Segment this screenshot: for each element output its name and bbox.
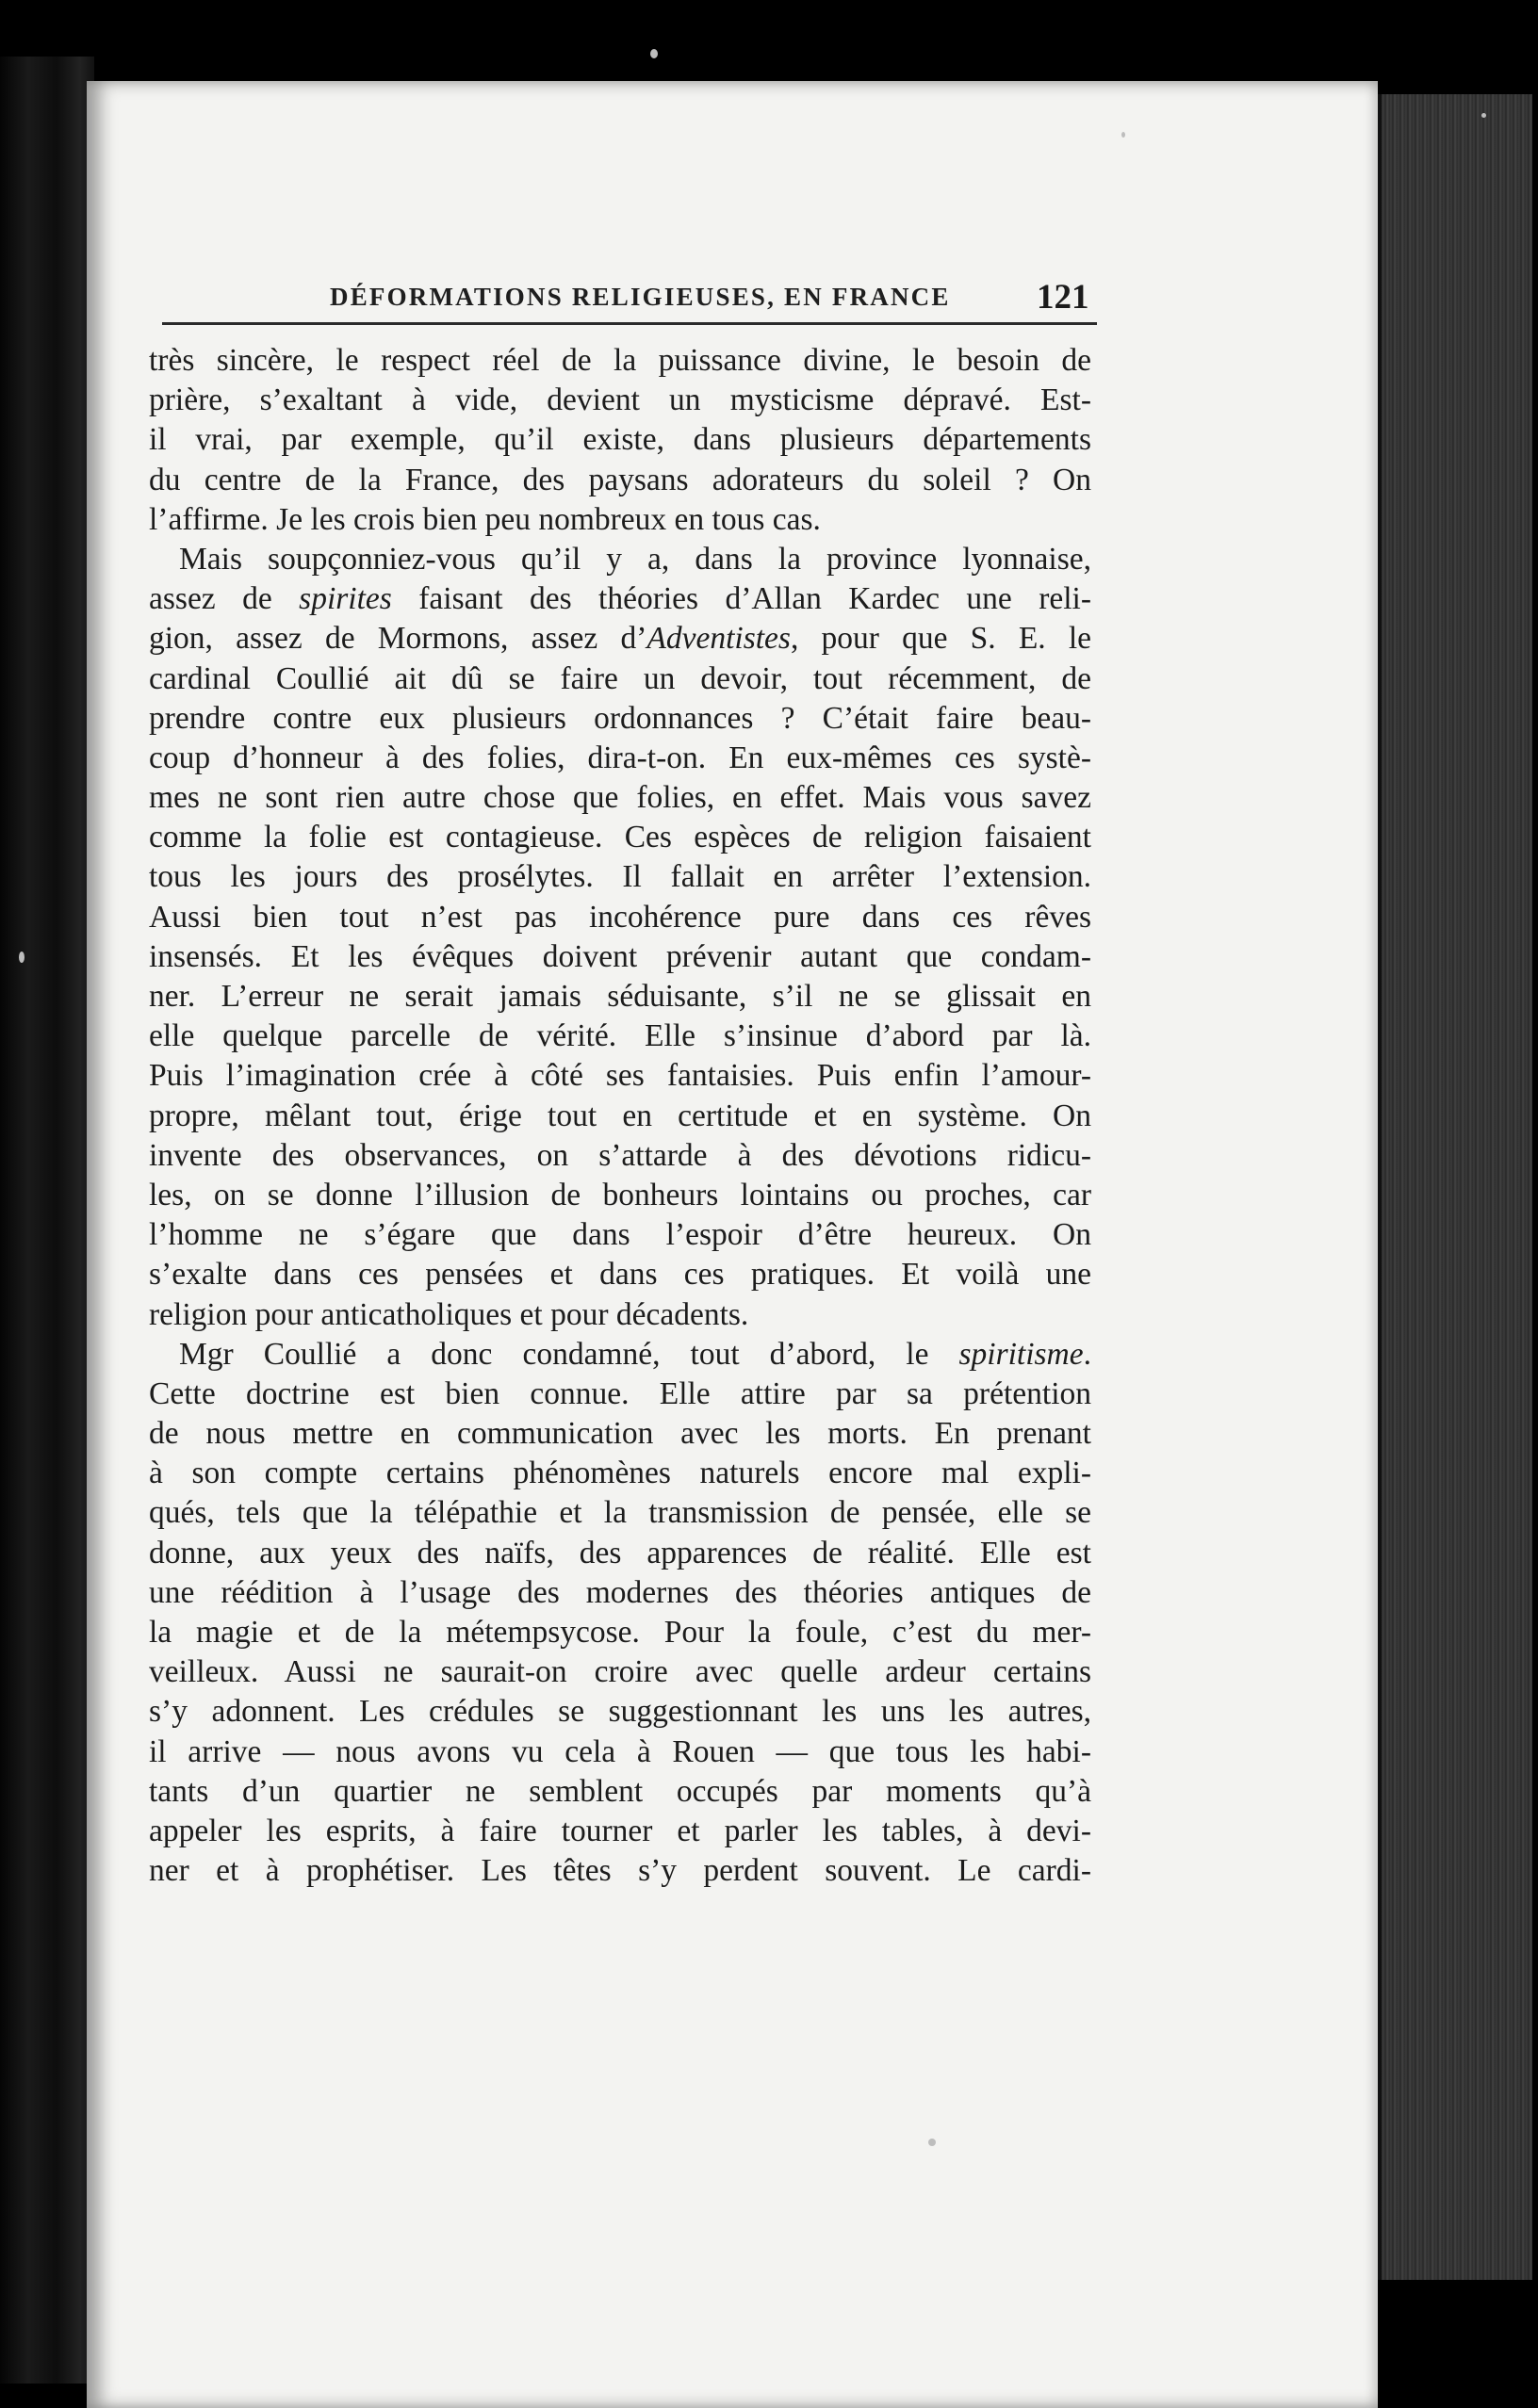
page-edges-shadow <box>1378 2280 1529 2404</box>
text-line: Mais soupçonniez-vous qu’il y a, dans la province lyonnaise, <box>179 541 1091 577</box>
text-line: tants d’un quartier ne semblent occupés par moments qu’à <box>149 1773 1091 1809</box>
text-line: coup d’honneur à des folies, dira-t-on. En eux-mêmes ces systè- <box>149 740 1091 775</box>
text-line: mes ne sont rien autre chose que folies, en effet. Mais vous savez <box>149 780 1091 816</box>
text-line: l’homme ne s’égare que dans l’espoir d’être heureux. On <box>149 1217 1091 1253</box>
text-line: religion pour anticatholiques et pour décadents. <box>149 1296 749 1332</box>
text-line: gion, assez de Mormons, assez d’Adventistes, pour que S. E. le <box>149 621 1092 657</box>
text-line: prendre contre eux plusieurs ordonnances ? C’était faire beau- <box>149 700 1091 736</box>
text-line: veilleux. Aussi ne saurait-on croire avec quelle ardeur certains <box>149 1654 1091 1690</box>
text-line: comme la folie est contagieuse. Ces espèces de religion faisaient <box>149 820 1091 855</box>
text-line: Mgr Coullié a donc condamné, tout d’abord, le spiritisme. <box>179 1336 1091 1372</box>
text-line: donne, aux yeux des naïfs, des apparences de réalité. Elle est <box>149 1535 1091 1570</box>
text-line: s’y adonnent. Les crédules se suggestionnant les uns les autres, <box>149 1694 1091 1730</box>
text-line: du centre de la France, des paysans adorateurs du soleil ? On <box>149 462 1091 497</box>
text-line: assez de spirites faisant des théories d’Allan Kardec une reli- <box>149 581 1091 617</box>
text-line: Aussi bien tout n’est pas incohérence pure dans ces rêves <box>149 899 1091 935</box>
text-line: insensés. Et les évêques doivent prévenir autant que condam- <box>149 938 1091 974</box>
text-line: s’exalte dans ces pensées et dans ces pratiques. Et voilà une <box>149 1257 1091 1293</box>
text-line: l’affirme. Je les crois bien peu nombreux en tous cas. <box>149 501 821 537</box>
body-text <box>149 341 1091 1891</box>
text-line: tous les jours des prosélytes. Il fallait en arrêter l’extension. <box>149 859 1091 895</box>
text-line: une réédition à l’usage des modernes des théories antiques de <box>149 1574 1091 1610</box>
text-line: invente des observances, on s’attarde à des dévotions ridicu- <box>149 1137 1091 1173</box>
running-title: DÉFORMATIONS RELIGIEUSES, EN FRANCE <box>330 283 951 311</box>
text-line: elle quelque parcelle de vérité. Elle s’insinue d’abord par là. <box>149 1018 1091 1054</box>
text-line: il arrive — nous avons vu cela à Rouen — que tous les habi- <box>149 1733 1091 1769</box>
text-line: il vrai, par exemple, qu’il existe, dans plusieurs départements <box>149 422 1091 458</box>
text-line: très sincère, le respect réel de la puissance divine, le besoin de <box>149 343 1091 378</box>
text-line: ner et à prophétiser. Les têtes s’y perdent souvent. Le cardi- <box>149 1853 1091 1889</box>
text-line: ner. L’erreur ne serait jamais séduisante, s’il ne se glissait en <box>149 979 1091 1014</box>
page-number: 121 <box>1037 278 1089 317</box>
book-binding-left <box>0 57 94 2384</box>
text-line: de nous mettre en communication avec les morts. En prenant <box>149 1416 1091 1452</box>
text-line: à son compte certains phénomènes naturels encore mal expli- <box>149 1456 1091 1491</box>
text-line: qués, tels que la télépathie et la transmission de pensée, elle se <box>149 1495 1091 1531</box>
text-line: propre, mêlant tout, érige tout en certitude et en système. On <box>149 1098 1091 1133</box>
text-line: la magie et de la métempsycose. Pour la foule, c’est du mer- <box>149 1615 1091 1650</box>
text-line: prière, s’exaltant à vide, devient un mysticisme dépravé. Est- <box>149 382 1091 418</box>
text-line: Puis l’imagination crée à côté ses fantaisies. Puis enfin l’amour- <box>149 1058 1091 1094</box>
page-edges-stack <box>1378 94 1532 2280</box>
text-line: appeler les esprits, à faire tourner et parler les tables, à devi- <box>149 1813 1091 1848</box>
header-rule <box>162 322 1097 325</box>
text-line: Cette doctrine est bien connue. Elle attire par sa prétention <box>149 1375 1091 1411</box>
text-line: les, on se donne l’illusion de bonheurs lointains ou proches, car <box>149 1177 1091 1212</box>
text-line: cardinal Coullié ait dû se faire un devoir, tout récemment, de <box>149 660 1091 696</box>
